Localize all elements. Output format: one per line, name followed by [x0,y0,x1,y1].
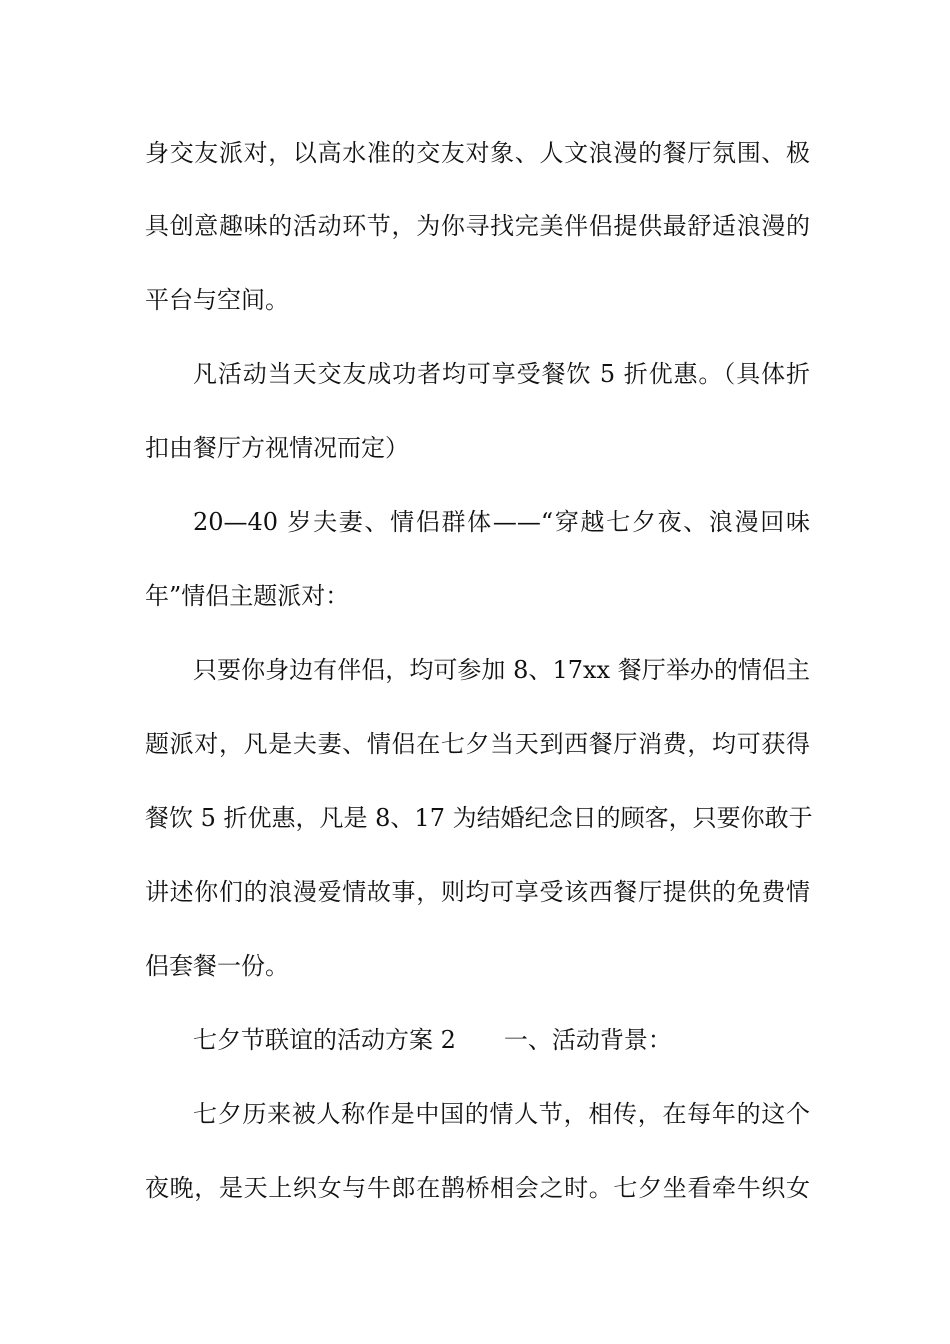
paragraph-4-line-3: 餐饮 5 折优惠，凡是 8、17 为结婚纪念日的顾客，只要你敢于 [145,804,813,832]
paragraph-6-line-1: 七夕历来被人称作是中国的情人节，相传，在每年的这个 [193,1100,810,1128]
paragraph-4-line-2: 题派对，凡是夫妻、情侣在七夕当天到西餐厅消费，均可获得 [145,730,810,758]
paragraph-1-line-1: 身交友派对，以高水准的交友对象、人文浪漫的餐厅氛围、极 [145,139,810,167]
paragraph-1-line-3: 平台与空间。 [145,286,289,314]
paragraph-2-line-2: 扣由餐厅方视情况而定） [145,434,409,462]
paragraph-3-line-2: 年”情侣主题派对： [145,582,350,610]
paragraph-2-line-1: 凡活动当天交友成功者均可享受餐饮 5 折优惠。（具体折 [193,360,810,388]
section-title: 七夕节联谊的活动方案 2 [193,1026,456,1054]
paragraph-4-line-5: 侣套餐一份。 [145,952,289,980]
paragraph-1-line-2: 具创意趣味的活动环节，为你寻找完美伴侣提供最舒适浪漫的 [145,212,810,240]
section-heading-line [193,1024,810,1056]
section-subtitle: 一、活动背景： [503,1026,672,1054]
paragraph-4-line-1: 只要你身边有伴侣，均可参加 8、17xx 餐厅举办的情侣主 [193,656,810,684]
paragraph-6-line-2: 夜晚，是天上织女与牛郎在鹊桥相会之时。七夕坐看牵牛织女 [145,1174,810,1202]
paragraph-4-line-4: 讲述你们的浪漫爱情故事，则均可享受该西餐厅提供的免费情 [145,878,810,906]
paragraph-3-line-1: 20—40 岁夫妻、情侣群体——“穿越七夕夜、浪漫回味 [193,508,810,536]
